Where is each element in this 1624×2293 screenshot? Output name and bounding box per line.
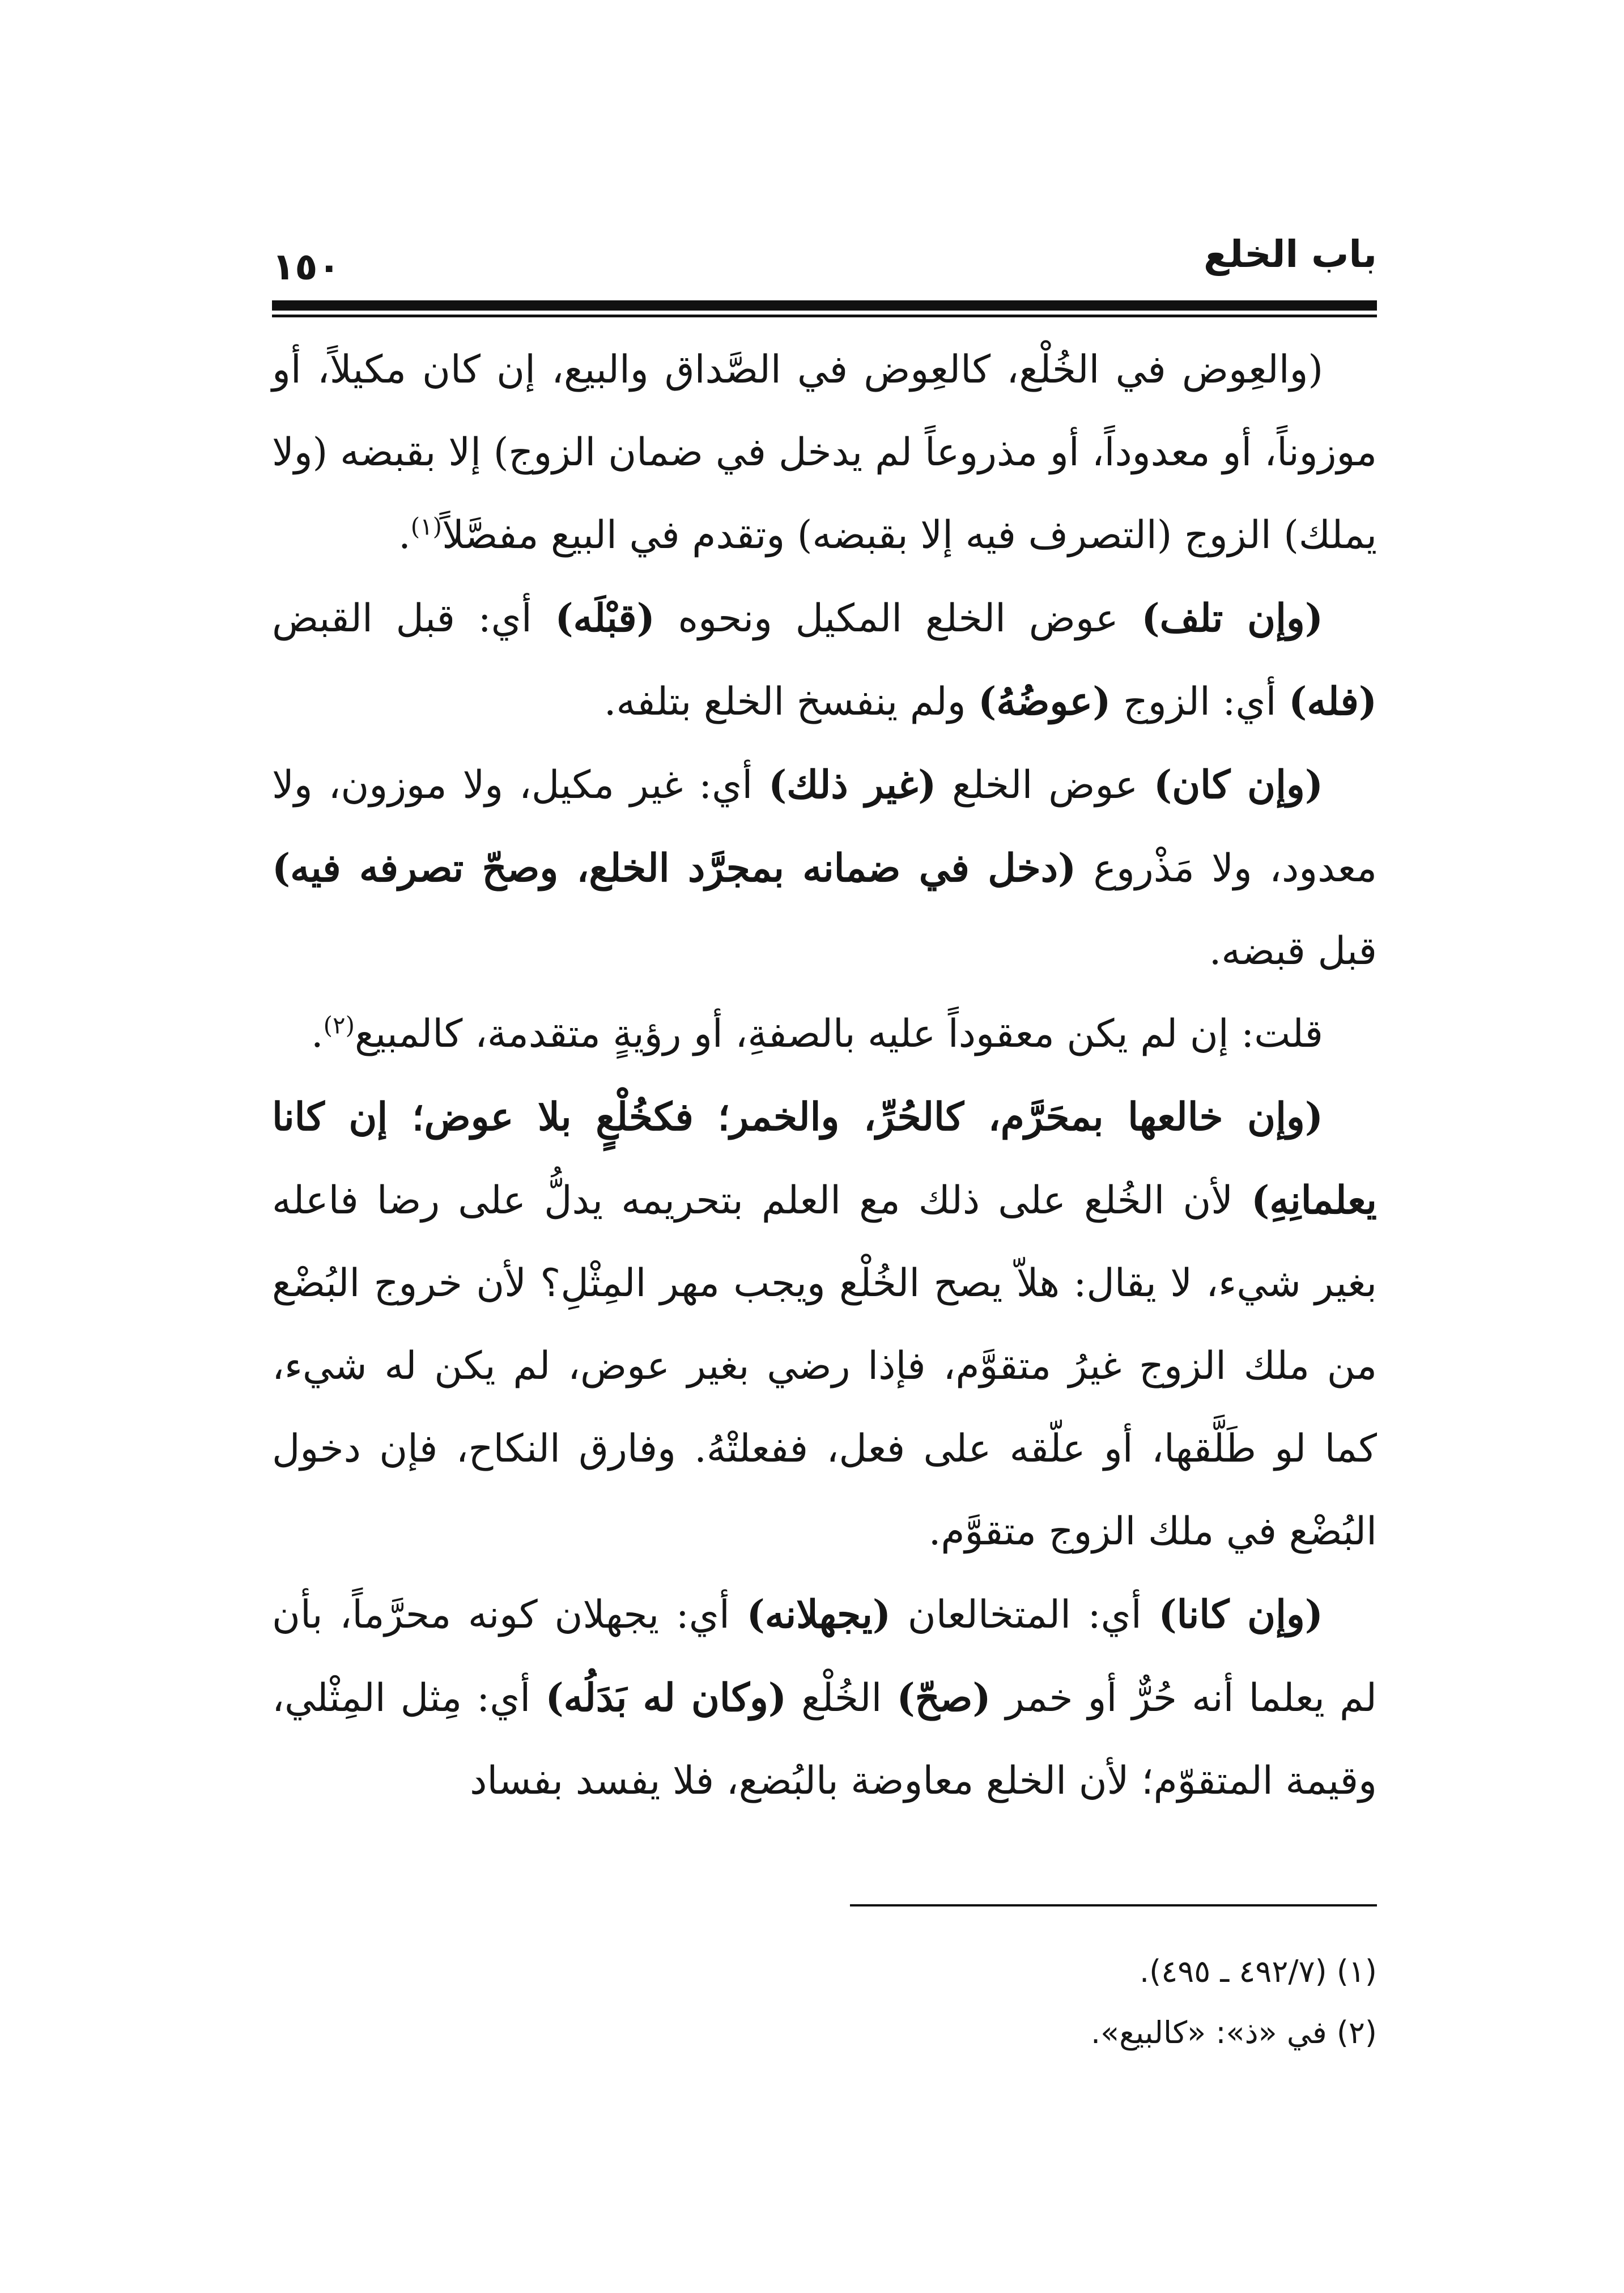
commentary-text: أي: المتخالعان bbox=[891, 1593, 1159, 1637]
footnote-reference: (١) bbox=[410, 512, 443, 541]
book-page bbox=[272, 215, 1377, 2086]
commentary-text: أي: غير مكيل، ولا موزون، ولا معدود، ولا مَذْروع bbox=[272, 763, 1377, 891]
commentary-text: قبل قبضه. bbox=[1209, 929, 1377, 974]
commentary-text: . bbox=[398, 513, 411, 558]
matn-text: (وإن تلف) bbox=[1141, 596, 1323, 641]
commentary-text: عوض الخلع bbox=[936, 763, 1154, 808]
paragraph bbox=[272, 744, 1377, 993]
header-rule-thin bbox=[272, 315, 1377, 317]
commentary-text: أي: قبل القبض bbox=[272, 596, 555, 641]
commentary-text: أي: يجهلان كونه محرَّماً، بأن لم يعلما أنه حُرٌّ أو خمر bbox=[272, 1593, 1377, 1721]
commentary-text: ولم ينفسخ الخلع بتلفه. bbox=[603, 680, 979, 724]
paragraph bbox=[272, 577, 1377, 744]
matn-text: (قبْلَه) bbox=[555, 596, 655, 641]
matn-text: (دخل في ضمانه بمجرَّد الخلع، وصحّ تصرفه فيه) bbox=[272, 846, 1077, 891]
commentary-text: قلت: إن لم يكن معقوداً عليه بالصفةِ، أو رؤيةٍ متقدمة، كالمبيع bbox=[354, 1012, 1323, 1056]
commentary-text: (والعِوض في الخُلْع، كالعِوض في الصَّداق والبيع، إن كان مكيلاً، أو موزوناً، أو معدوداً، أو مذروعاً لم يدخل في ضمان الزوج) إلا بقبضه (ولا يملك) الزوج (التصرف فيه إلا بقبضه) وتقدم في البيع مفصَّلاً bbox=[272, 347, 1377, 558]
chapter-title: باب الخلع bbox=[1204, 232, 1377, 276]
commentary-text: . bbox=[311, 1012, 324, 1056]
footnote: (٢) في «ذ»: «كالبيع». bbox=[1091, 2015, 1377, 2050]
body-text bbox=[272, 329, 1377, 1823]
commentary-text: أي: الزوج bbox=[1111, 680, 1289, 724]
matn-text: (وإن كانا) bbox=[1158, 1592, 1323, 1637]
footnote-reference: (٢) bbox=[323, 1011, 355, 1039]
header-rule-thick bbox=[272, 300, 1377, 311]
matn-text: (يجهلانه) bbox=[746, 1592, 891, 1637]
paragraph bbox=[272, 329, 1377, 577]
paragraph bbox=[272, 1573, 1377, 1823]
matn-text: (وكان له بَدَلُه) bbox=[545, 1675, 787, 1721]
commentary-text: الخُلْع bbox=[787, 1676, 897, 1721]
matn-text: (وإن خالعها بمحَرَّم، كالحُرِّ، والخمر؛ فكخُلْعٍ بلا عوض؛ إن كانا يعلمانِهِ) bbox=[272, 1094, 1377, 1223]
matn-text: (وإن كان) bbox=[1154, 762, 1323, 808]
matn-text: (عوضُهُ) bbox=[978, 679, 1111, 724]
commentary-text: عوض الخلع المكيل ونحوه bbox=[654, 596, 1142, 641]
matn-text: (فله) bbox=[1289, 679, 1377, 724]
footnote-separator bbox=[850, 1904, 1377, 1906]
commentary-text: أي: مِثل المِثْلي، وقيمة المتقوّم؛ لأن الخلع معاوضة بالبُضع، فلا يفسد بفساد bbox=[272, 1676, 1377, 1803]
matn-text: (غير ذلك) bbox=[768, 762, 937, 808]
commentary-text: لأن الخُلع على ذلك مع العلم بتحريمه يدلُّ على رضا فاعله بغير شيء، لا يقال: هلاّ يصح الخُلْع ويجب مهر المِثْلِ؟ لأن خروج البُضْع من ملك الزوج غيرُ متقوَّم، فإذا رضي بغير عوض، لم يكن له شيء، كما لو طَلَّقها، أو علّقه على فعل، ففعلتْهُ. وفارق النكاح، فإن دخول البُضْع في ملك الزوج متقوَّم. bbox=[272, 1178, 1377, 1554]
paragraph bbox=[272, 1076, 1377, 1573]
footnote: (١) (٤٩٢/٧ ـ ٤٩٥). bbox=[1139, 1954, 1377, 1989]
matn-text: (صحّ) bbox=[896, 1675, 991, 1721]
page-number: ١٥٠ bbox=[272, 245, 341, 288]
paragraph bbox=[272, 993, 1377, 1076]
footnotes bbox=[272, 1941, 1377, 2063]
running-head bbox=[272, 215, 1377, 300]
